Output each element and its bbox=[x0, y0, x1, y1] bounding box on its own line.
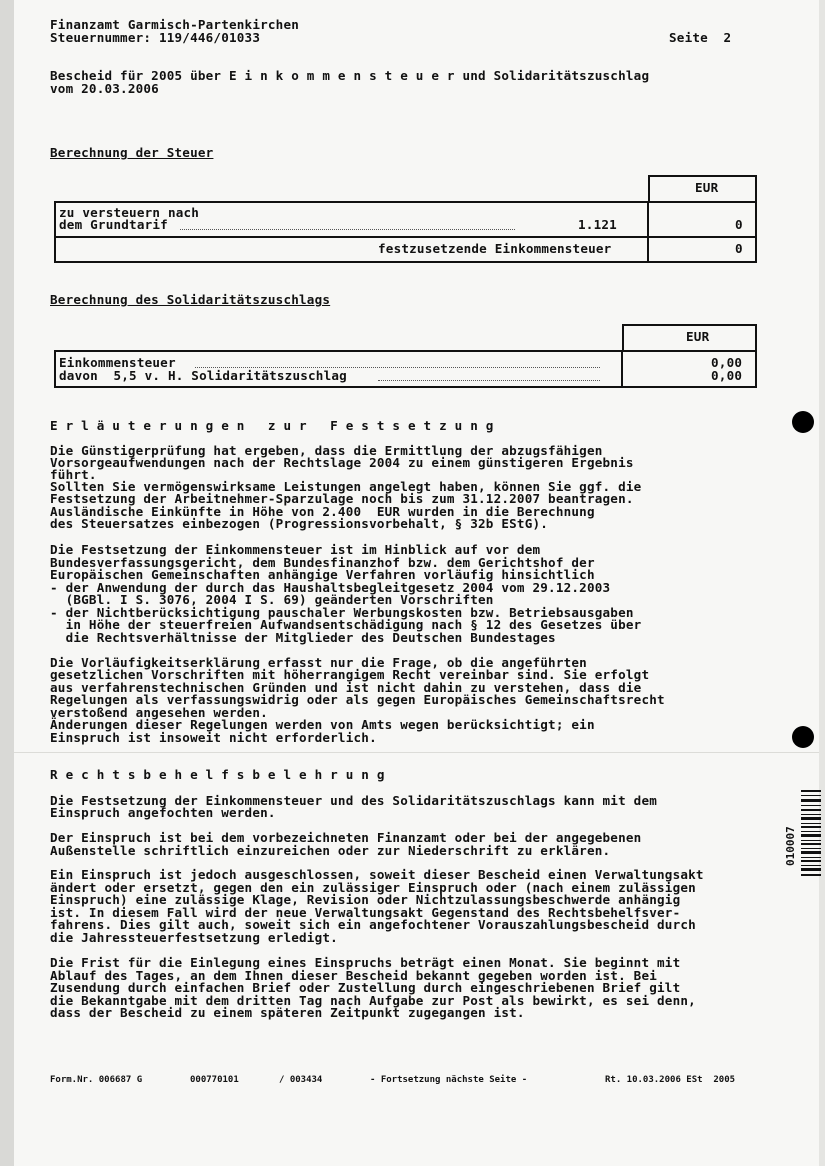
expl-p1-line: des Steuersatzes einbezogen (Progressionsvorbehalt, § 32b EStG). bbox=[50, 516, 549, 531]
footer-code1: 000770101 bbox=[190, 1075, 239, 1085]
legal-p4-line: dass der Bescheid zu einem späteren Zeitpunkt zugegangen ist. bbox=[50, 1005, 525, 1020]
tax-table-divider bbox=[647, 201, 649, 263]
expl-p2-line: - der Anwendung der durch das Haushaltsbegleitgesetz 2004 vom 29.12.2003 bbox=[50, 580, 611, 595]
expl-p2-line: (BGBl. I S. 3076, 2004 I S. 69) geänderten Vorschriften bbox=[50, 592, 494, 607]
legal-p4-line: Ablauf des Tages, an dem Ihnen dieser Bescheid bekannt gegeben worden ist. Bei bbox=[50, 968, 658, 983]
expl-p2-line: Europäischen Gemeinschaften anhängige Verfahren vorläufig hinsichtlich bbox=[50, 567, 595, 582]
soli-row2-value: 0,00 bbox=[711, 368, 743, 383]
soli-calc-heading: Berechnung des Solidaritätszuschlags bbox=[50, 292, 331, 307]
punch-hole bbox=[792, 411, 814, 433]
expl-p1-line: Ausländische Einkünfte in Höhe von 2.400 EUR wurden in die Berechnung bbox=[50, 504, 595, 519]
paper-fold bbox=[14, 752, 819, 753]
expl-p2-line: Bundesverfassungsgericht, dem Bundesfinanzhof bzw. dem Gerichtshof der bbox=[50, 555, 595, 570]
tax-calc-heading: Berechnung der Steuer bbox=[50, 145, 214, 160]
document-date: vom 20.03.2006 bbox=[50, 81, 159, 96]
expl-p2-line: in Höhe der steuerfreien Aufwandsentschädigung nach § 12 des Gesetzes über bbox=[50, 617, 642, 632]
expl-p1-line: Festsetzung der Arbeitnehmer-Sparzulage noch bis zum 31.12.2007 beantragen. bbox=[50, 491, 634, 506]
tax-table-row-line bbox=[54, 236, 757, 238]
legal-p3-line: Ein Einspruch ist jedoch ausgeschlossen, soweit dieser Bescheid einen Verwaltungsakt bbox=[50, 867, 704, 882]
explanations-heading: E r l ä u t e r u n g e n z u r F e s t s e t z u n g bbox=[50, 418, 494, 433]
tax-row1-amount: 1.121 bbox=[578, 217, 617, 232]
tax-row2-value: 0 bbox=[735, 241, 743, 256]
document-title: Bescheid für 2005 über E i n k o m m e n s t e u e r und Solidaritätszuschlag bbox=[50, 68, 650, 83]
expl-p2-line: - der Nichtberücksichtigung pauschaler Werbungskosten bzw. Betriebsausgaben bbox=[50, 605, 634, 620]
legal-p3-line: ist. In diesem Fall wird der neue Verwaltungsakt Gegenstand des Rechtsbehelfsver- bbox=[50, 905, 681, 920]
expl-p1-line: Sollten Sie vermögenswirksame Leistungen angelegt haben, können Sie ggf. die bbox=[50, 479, 642, 494]
tax-row1-leader bbox=[180, 229, 515, 230]
soli-row1-label: Einkommensteuer bbox=[59, 355, 176, 370]
footer-form-number: Form.Nr. 006687 G bbox=[50, 1075, 143, 1085]
footer-rt-line: Rt. 10.03.2006 ESt 2005 bbox=[605, 1075, 736, 1085]
soli-row2-leader bbox=[378, 380, 600, 381]
soli-table-divider bbox=[621, 350, 623, 388]
legal-p3-line: die Jahressteuerfestsetzung erledigt. bbox=[50, 930, 338, 945]
legal-p3-line: Einspruch) eine zulässige Klage, Revision oder Nichtzulassungsbeschwerde anhängig bbox=[50, 892, 681, 907]
tax-number: Steuernummer: 119/446/01033 bbox=[50, 30, 261, 45]
legal-p4-line: die Bekanntgabe mit dem dritten Tag nach Aufgabe zur Post als bewirkt, es sei denn, bbox=[50, 993, 696, 1008]
legal-p1-line: Einspruch angefochten werden. bbox=[50, 805, 276, 820]
legal-p2-line: Der Einspruch ist bei dem vorbezeichneten Finanzamt oder bei der angegebenen bbox=[50, 830, 642, 845]
expl-p3-line: Einspruch ist insoweit nicht erforderlich. bbox=[50, 730, 377, 745]
punch-hole bbox=[792, 726, 814, 748]
soli-row1-value: 0,00 bbox=[711, 355, 743, 370]
expl-p2-line: die Rechtsverhältnisse der Mitglieder des Deutschen Bundestages bbox=[50, 630, 556, 645]
footer-code2: / 003434 bbox=[279, 1075, 323, 1085]
page-shadow-left bbox=[0, 0, 14, 1166]
tax-row2-label: festzusetzende Einkommensteuer bbox=[378, 241, 612, 256]
legal-p4-line: Zusendung durch einfachen Brief oder Zustellung durch eingeschriebenen Brief gilt bbox=[50, 980, 681, 995]
expl-p3-line: gesetzlichen Vorschriften mit höherrangigem Recht vereinbar sind. Sie erfolgt bbox=[50, 667, 650, 682]
barcode bbox=[801, 790, 821, 876]
office-name: Finanzamt Garmisch-Partenkirchen bbox=[50, 17, 300, 32]
soli-row2-label: davon 5,5 v. H. Solidaritätszuschlag bbox=[59, 368, 347, 383]
legal-p4-line: Die Frist für die Einlegung eines Einspruchs beträgt einen Monat. Sie beginnt mit bbox=[50, 955, 681, 970]
expl-p3-line: Regelungen als verfassungswidrig oder als gegen Europäisches Gemeinschaftsrecht bbox=[50, 692, 665, 707]
soli-currency-label: EUR bbox=[686, 329, 710, 344]
expl-p1-line: Vorsorgeaufwendungen nach der Rechtslage 2004 zu einem günstigeren Ergebnis bbox=[50, 455, 634, 470]
page-shadow-right bbox=[819, 0, 825, 1166]
tax-row1-value: 0 bbox=[735, 217, 743, 232]
legal-heading: R e c h t s b e h e l f s b e l e h r u n g bbox=[50, 767, 385, 782]
expl-p3-line: aus verfahrenstechnischen Gründen und ist nicht dahin zu verstehen, dass die bbox=[50, 680, 642, 695]
tax-currency-label: EUR bbox=[695, 180, 719, 195]
expl-p3-line: Die Vorläufigkeitserklärung erfasst nur die Frage, ob die angeführten bbox=[50, 655, 587, 670]
legal-p3-line: fahrens. Dies gilt auch, soweit sich ein angefochtener Vorauszahlungsbescheid durch bbox=[50, 917, 696, 932]
expl-p2-line: Die Festsetzung der Einkommensteuer ist im Hinblick auf vor dem bbox=[50, 542, 541, 557]
tax-row1-label-line2: dem Grundtarif bbox=[59, 217, 168, 232]
footer-continuation: - Fortsetzung nächste Seite - bbox=[370, 1075, 528, 1085]
tax-row1-label-line1: zu versteuern nach bbox=[59, 205, 200, 220]
expl-p1-line: führt. bbox=[50, 467, 97, 482]
legal-p2-line: Außenstelle schriftlich einzureichen oder zur Niederschrift zu erklären. bbox=[50, 843, 611, 858]
expl-p1-line: Die Günstigerprüfung hat ergeben, dass die Ermittlung der abzugsfähigen bbox=[50, 443, 603, 458]
expl-p3-line: verstoßend angesehen werden. bbox=[50, 705, 268, 720]
legal-p1-line: Die Festsetzung der Einkommensteuer und des Solidaritätszuschlags kann mit dem bbox=[50, 793, 658, 808]
expl-p3-line: Änderungen dieser Regelungen werden von Amts wegen berücksichtigt; ein bbox=[50, 717, 595, 732]
legal-p3-line: ändert oder ersetzt, gegen den ein zulässiger Einspruch oder (nach einem zulässigen bbox=[50, 880, 696, 895]
barcode-number: 010007 bbox=[784, 826, 797, 866]
page-number: Seite 2 bbox=[669, 30, 732, 45]
